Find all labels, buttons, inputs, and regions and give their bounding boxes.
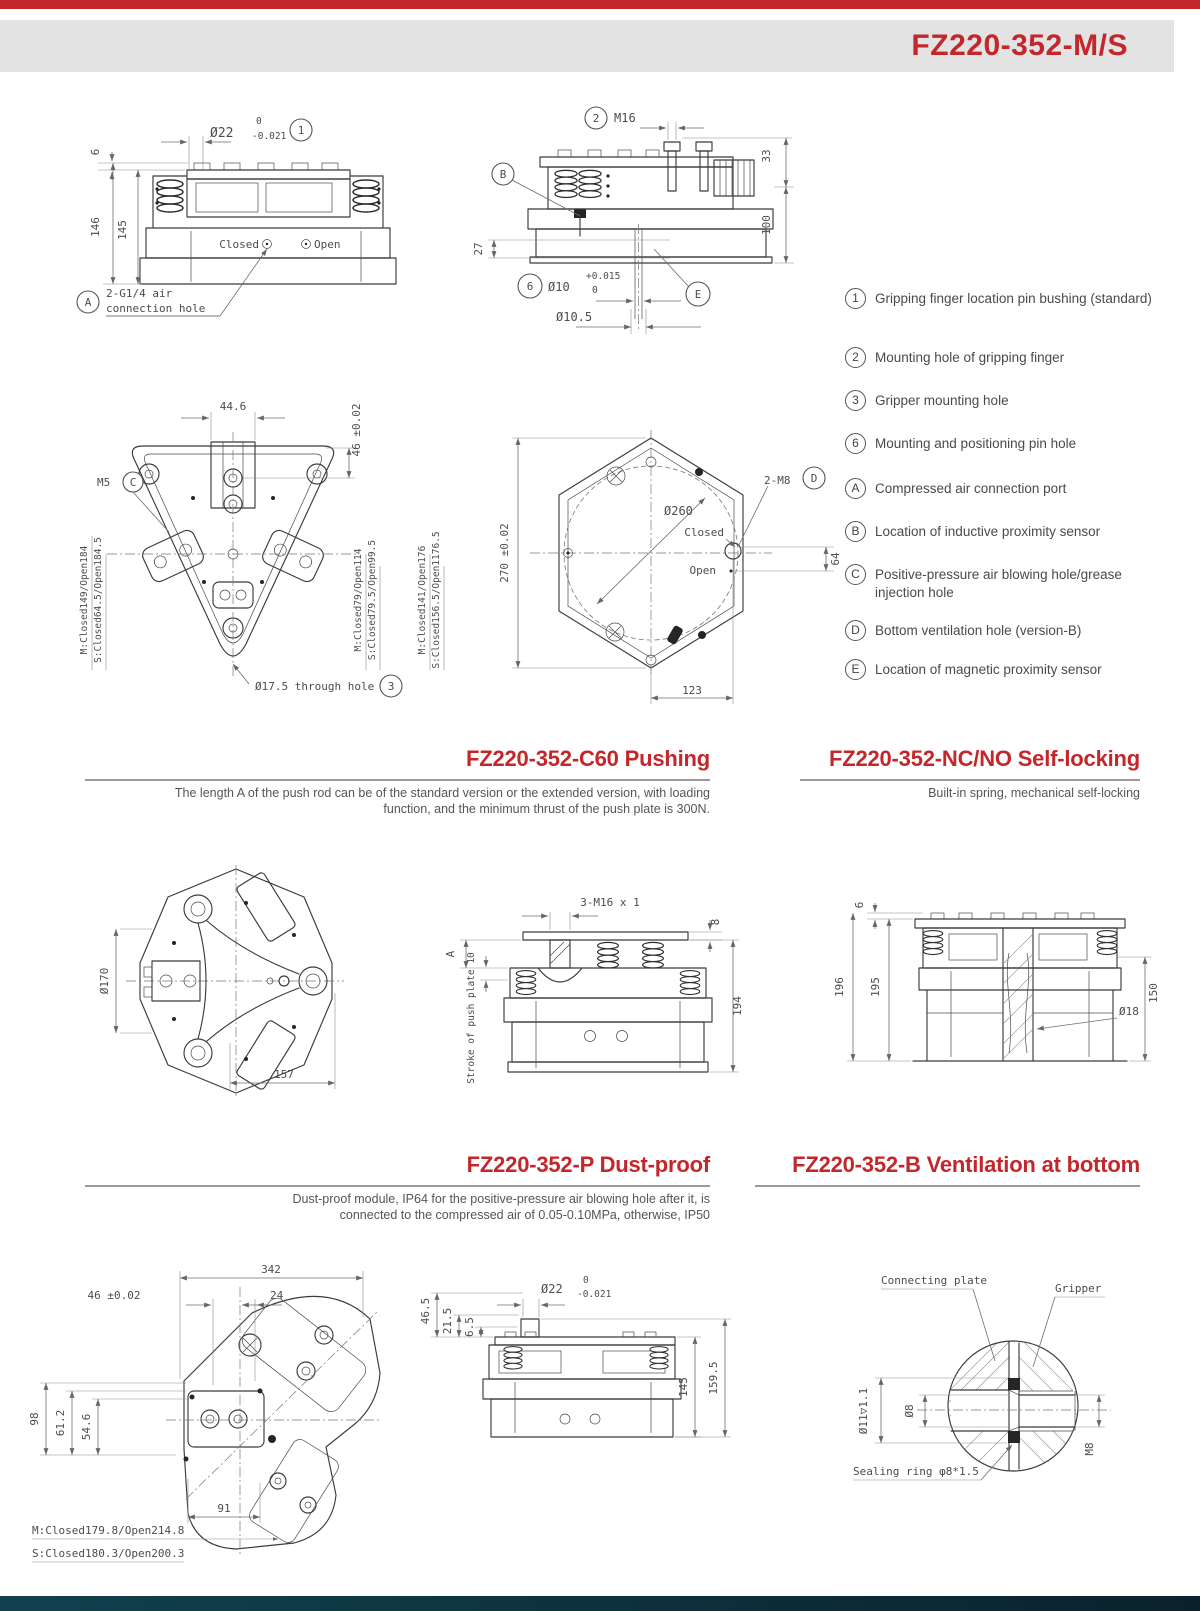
m8-holes-label: 2-M8 xyxy=(764,474,791,487)
legend-item xyxy=(845,564,1163,602)
dustproof-side-dimensions xyxy=(419,1275,731,1437)
dim-6: 6 xyxy=(853,901,866,909)
svg-text:2: 2 xyxy=(592,112,600,125)
dim-44-6: 44.6 xyxy=(219,400,247,413)
dia-18: Ø18 xyxy=(1119,1005,1139,1018)
dim-196: 196 xyxy=(833,977,846,997)
dim-21-5: 21.5 xyxy=(441,1307,454,1335)
svg-text:6: 6 xyxy=(526,280,534,293)
dustproof-side-outline xyxy=(483,1319,681,1437)
dim-A: A xyxy=(444,950,457,958)
dim-100: 100 xyxy=(760,215,773,235)
balloon-3 xyxy=(380,675,402,697)
dim-342: 342 xyxy=(261,1263,281,1276)
footer-bar xyxy=(0,1596,1200,1611)
front-view-dimensions xyxy=(89,116,341,316)
svg-text:C: C xyxy=(129,476,137,489)
legend-key-D: D xyxy=(845,620,866,641)
dim-6: 6 xyxy=(89,148,102,156)
front-view-drawing xyxy=(58,96,418,336)
page-header xyxy=(0,20,1174,72)
dia-10-5: Ø10.5 xyxy=(556,310,593,324)
dia-22-tol-upper: 0 xyxy=(256,116,262,127)
stroke-mid-m: M:Closed79/Open114 xyxy=(353,548,364,652)
selflock-side-outline xyxy=(913,913,1127,1061)
legend-item xyxy=(845,347,1163,368)
dia-10-tol-lower: 0 xyxy=(592,285,598,296)
dia-8: Ø8 xyxy=(903,1404,916,1418)
balloon-6 xyxy=(518,274,542,298)
bottom-view-outline xyxy=(530,430,772,676)
legend-key-B: B xyxy=(845,521,866,542)
dia-22-tol-lower: -0.021 xyxy=(252,131,287,142)
dim-146: 146 xyxy=(89,217,102,237)
thread-label: 3-M16 x 1 xyxy=(580,896,640,909)
dim-61-2: 61.2 xyxy=(54,1409,67,1437)
selflock-side-dimensions xyxy=(833,902,1160,1061)
dim-98: 98 xyxy=(28,1412,41,1426)
dia-260: Ø260 xyxy=(664,504,693,518)
legend-label: Positive-pressure air blowing hole/grease injection hole xyxy=(875,567,1122,600)
dim-8: 8 xyxy=(709,918,722,926)
dia-22: Ø22 xyxy=(541,1282,563,1296)
top-view-dimensions xyxy=(79,400,444,693)
open-label: Open xyxy=(314,238,341,251)
dia-22-tol-upper: 0 xyxy=(583,1275,589,1286)
dustproof-top-outline xyxy=(166,1287,382,1555)
legend-label: Mounting hole of gripping finger xyxy=(875,350,1065,365)
stroke-label: Stroke of push plate 10 xyxy=(466,952,477,1084)
dia-22-tol-lower: -0.021 xyxy=(577,1289,612,1300)
rule-ventilation xyxy=(755,1185,1140,1187)
desc-line: function, and the minimum thrust of the push plate is 300N. xyxy=(383,802,710,816)
legend-label: Location of magnetic proximity sensor xyxy=(875,662,1102,677)
legend-item xyxy=(845,620,1163,641)
side-view-drawing xyxy=(468,94,818,344)
m16-label: M16 xyxy=(614,111,636,125)
balloon-A xyxy=(77,291,99,313)
rule-selflock xyxy=(800,779,1140,781)
desc-line: connected to the compressed air of 0.05-0.10MPa, otherwise, IP50 xyxy=(339,1208,710,1222)
dustproof-top-drawing xyxy=(26,1233,388,1565)
pushing-side-drawing xyxy=(438,856,750,1094)
pushing-top-drawing xyxy=(94,843,396,1111)
dim-27: 27 xyxy=(472,242,485,256)
section-desc-selflock: Built-in spring, mechanical self-locking xyxy=(928,786,1140,800)
side-view-outline xyxy=(528,142,773,332)
legend-key-3: 3 xyxy=(845,390,866,411)
legend-item xyxy=(845,433,1163,454)
legend-item xyxy=(845,659,1163,680)
svg-text:1: 1 xyxy=(297,124,305,137)
legend-label: Location of inductive proximity sensor xyxy=(875,524,1101,539)
stroke-left-s: S:Closed64.5/Open184.5 xyxy=(93,537,104,663)
legend-item xyxy=(845,521,1163,542)
svg-text:3: 3 xyxy=(387,680,395,693)
connecting-plate-label: Connecting plate xyxy=(881,1274,987,1287)
stroke-left-m: M:Closed149/Open184 xyxy=(79,545,90,655)
bottom-view-drawing xyxy=(478,414,850,712)
closed-pos-label: Closed xyxy=(684,526,724,539)
dia-10-tol-upper: +0.015 xyxy=(586,271,621,282)
legend-key-C: C xyxy=(845,564,866,585)
svg-text:E: E xyxy=(694,288,702,301)
dia-11-depth: Ø11▽1.1 xyxy=(857,1387,870,1435)
legend-key-A: A xyxy=(845,478,866,499)
dim-46: 46 ±0.02 xyxy=(87,1289,141,1302)
selflock-side-drawing xyxy=(823,853,1171,1071)
dim-150: 150 xyxy=(1147,983,1160,1003)
svg-text:A: A xyxy=(84,296,92,309)
section-desc-dustproof xyxy=(85,1191,710,1223)
stroke-m-label: M:Closed179.8/Open214.8 xyxy=(32,1524,185,1537)
balloon-E xyxy=(686,282,710,306)
pushing-top-dimensions xyxy=(98,929,335,1089)
balloon-2 xyxy=(585,107,607,129)
m5-label: M5 xyxy=(97,476,111,489)
section-desc-pushing xyxy=(85,785,710,817)
rule-dustproof xyxy=(85,1185,710,1187)
dim-46: 46 ±0.02 xyxy=(350,403,363,457)
top-accent-strip xyxy=(0,0,1200,9)
desc-line: Dust-proof module, IP64 for the positive-pressure air blowing hole after it, is xyxy=(292,1192,710,1206)
dim-33: 33 xyxy=(760,149,773,163)
svg-text:D: D xyxy=(810,472,818,485)
legend-item xyxy=(845,390,1163,411)
side-view-dimensions xyxy=(472,111,794,334)
air-hole-label-2: connection hole xyxy=(106,302,206,315)
pushing-side-outline xyxy=(504,932,712,1072)
balloon-C xyxy=(123,472,143,492)
section-title-pushing: FZ220-352-C60 Pushing xyxy=(466,746,710,771)
dia-22: Ø22 xyxy=(210,126,234,141)
dim-46-5: 46.5 xyxy=(419,1297,432,1325)
dim-195: 195 xyxy=(869,977,882,997)
dim-270: 270 ±0.02 xyxy=(498,523,511,583)
top-view-drawing xyxy=(73,386,465,714)
sealing-ring-label: Sealing ring φ8*1.5 xyxy=(853,1465,979,1478)
stroke-right-m: M:Closed141/Open176 xyxy=(417,545,428,655)
top-view-outline xyxy=(107,432,359,676)
dim-123: 123 xyxy=(682,684,702,697)
stroke-mid-s: S:Closed79.5/Open99.5 xyxy=(367,539,378,661)
dim-159-5: 159.5 xyxy=(707,1361,720,1395)
detail-dimensions xyxy=(853,1274,1105,1480)
open-pos-label: Open xyxy=(689,564,716,577)
dim-24: 24 xyxy=(270,1289,284,1302)
bottom-view-dimensions xyxy=(498,438,842,704)
legend-label: Bottom ventilation hole (version-B) xyxy=(875,623,1082,638)
air-hole-label-1: 2-G1/4 air xyxy=(106,287,173,300)
dim-145: 145 xyxy=(116,220,129,240)
closed-label: Closed xyxy=(219,238,259,251)
stroke-s-label: S:Closed180.3/Open200.3 xyxy=(32,1547,185,1560)
dustproof-side-drawing xyxy=(413,1263,761,1475)
dim-6-5: 6.5 xyxy=(463,1317,476,1337)
dia-170: Ø170 xyxy=(98,967,111,995)
dia-10: Ø10 xyxy=(548,280,570,294)
balloon-D xyxy=(803,467,825,489)
legend-item xyxy=(845,478,1163,499)
dim-194: 194 xyxy=(731,996,744,1016)
detail-outline xyxy=(917,1341,1111,1471)
gripper-label: Gripper xyxy=(1055,1282,1102,1295)
legend-label: Gripper mounting hole xyxy=(875,393,1009,408)
section-title-dustproof: FZ220-352-P Dust-proof xyxy=(466,1152,710,1177)
legend-key-1: 1 xyxy=(845,288,866,309)
m8-thread: M8 xyxy=(1083,1442,1096,1456)
legend-label: Compressed air connection port xyxy=(875,481,1067,496)
legend-key-E: E xyxy=(845,659,866,680)
dim-54-6: 54.6 xyxy=(80,1413,93,1441)
dim-91: 91 xyxy=(217,1502,231,1515)
rule-pushing xyxy=(85,779,710,781)
section-title-selflock: FZ220-352-NC/NO Self-locking xyxy=(828,746,1140,771)
section-title-ventilation: FZ220-352-B Ventilation at bottom xyxy=(792,1152,1140,1177)
front-view-outline xyxy=(140,163,396,284)
legend-key-2: 2 xyxy=(845,347,866,368)
legend-label: Gripping finger location pin bushing (standard) xyxy=(875,291,1152,306)
balloon-B xyxy=(492,163,514,185)
svg-text:B: B xyxy=(499,168,507,181)
through-hole-label: Ø17.5 through hole xyxy=(255,680,375,693)
dim-64: 64 xyxy=(829,552,842,566)
legend-label: Mounting and positioning pin hole xyxy=(875,436,1077,451)
balloon-1 xyxy=(290,119,312,141)
dim-157: 157 xyxy=(274,1068,294,1081)
page-title: FZ220-352-M/S xyxy=(911,29,1128,62)
stroke-right-s: S:Closed156.5/Open1176.5 xyxy=(431,531,442,669)
legend-key-6: 6 xyxy=(845,433,866,454)
legend-item xyxy=(845,288,1163,309)
connection-detail-drawing xyxy=(833,1263,1175,1495)
desc-line: The length A of the push rod can be of the standard version or the extended version, with loading xyxy=(174,786,710,800)
pushing-top-outline xyxy=(126,865,344,1097)
dustproof-top-dimensions xyxy=(28,1263,363,1562)
dim-145: 145 xyxy=(677,1377,690,1397)
